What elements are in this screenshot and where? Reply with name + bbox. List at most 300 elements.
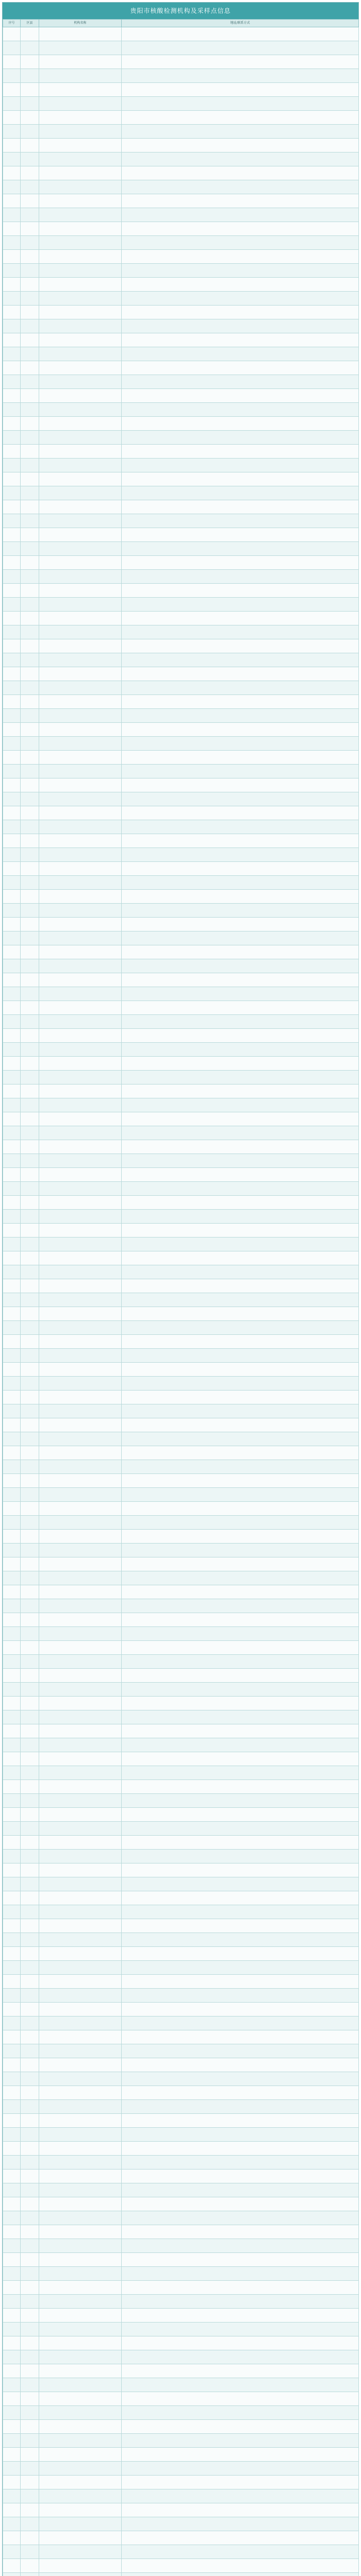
table-cell-idx	[3, 1404, 21, 1418]
table-cell-desc	[122, 2323, 359, 2336]
table-cell-name	[39, 1474, 122, 1488]
table-cell-name	[39, 1794, 122, 1808]
table-cell-idx	[3, 890, 21, 904]
table-cell-desc	[122, 2128, 359, 2142]
table-cell-idx	[3, 1516, 21, 1530]
table-cell-idx	[3, 236, 21, 250]
table-row	[3, 2211, 359, 2225]
table-row	[3, 890, 359, 904]
table-row	[3, 306, 359, 319]
table-cell-desc	[122, 125, 359, 139]
table-cell-idx	[3, 2462, 21, 2476]
table-row	[3, 737, 359, 751]
table-row	[3, 1196, 359, 1210]
table-cell-idx	[3, 2225, 21, 2239]
table-cell-desc	[122, 1154, 359, 1168]
table-cell-name	[39, 2225, 122, 2239]
table-row	[3, 1377, 359, 1391]
table-cell-name	[39, 1947, 122, 1961]
table-row	[3, 1404, 359, 1418]
table-cell-idx	[3, 959, 21, 973]
table-cell-tag	[21, 1488, 39, 1502]
column-header-address: 地址/联系方式	[122, 20, 359, 27]
table-cell-name	[39, 1905, 122, 1919]
table-row	[3, 2336, 359, 2350]
table-cell-idx	[3, 973, 21, 987]
table-row	[3, 1697, 359, 1710]
table-cell-name	[39, 2211, 122, 2225]
table-cell-desc	[122, 1683, 359, 1697]
table-cell-desc	[122, 2211, 359, 2225]
table-cell-desc	[122, 1599, 359, 1613]
table-cell-idx	[3, 1224, 21, 1238]
table-cell-name	[39, 2183, 122, 2197]
table-cell-tag	[21, 1557, 39, 1571]
table-row	[3, 1001, 359, 1015]
table-cell-name	[39, 1238, 122, 1251]
table-cell-idx	[3, 1307, 21, 1321]
table-cell-desc	[122, 500, 359, 514]
table-cell-name	[39, 904, 122, 918]
table-cell-name	[39, 695, 122, 709]
table-row	[3, 2462, 359, 2476]
table-cell-name	[39, 2197, 122, 2211]
table-cell-idx	[3, 2392, 21, 2406]
table-cell-tag	[21, 403, 39, 417]
table-cell-tag	[21, 1877, 39, 1891]
table-row	[3, 2545, 359, 2559]
table-cell-name	[39, 264, 122, 278]
table-row	[3, 1669, 359, 1683]
table-cell-name	[39, 2489, 122, 2503]
table-cell-idx	[3, 1251, 21, 1265]
table-row	[3, 111, 359, 125]
table-cell-desc	[122, 918, 359, 931]
table-row	[3, 166, 359, 180]
table-cell-desc	[122, 820, 359, 834]
table-row	[3, 1891, 359, 1905]
table-cell-name	[39, 2531, 122, 2545]
table-cell-idx	[3, 166, 21, 180]
table-cell-tag	[21, 1961, 39, 1975]
table-cell-desc	[122, 2503, 359, 2517]
table-cell-idx	[3, 486, 21, 500]
table-cell-desc	[122, 1098, 359, 1112]
table-cell-idx	[3, 681, 21, 695]
table-cell-tag	[21, 1460, 39, 1474]
table-cell-idx	[3, 2100, 21, 2114]
table-row	[3, 1112, 359, 1126]
table-cell-tag	[21, 876, 39, 890]
table-cell-desc	[122, 1335, 359, 1349]
table-row	[3, 584, 359, 598]
table-cell-tag	[21, 125, 39, 139]
table-cell-tag	[21, 1738, 39, 1752]
table-cell-desc	[122, 681, 359, 695]
table-cell-name	[39, 375, 122, 389]
table-cell-name	[39, 166, 122, 180]
table-cell-desc	[122, 2030, 359, 2044]
table-cell-name	[39, 55, 122, 69]
table-cell-idx	[3, 1140, 21, 1154]
table-cell-name	[39, 152, 122, 166]
table-cell-idx	[3, 2503, 21, 2517]
table-cell-name	[39, 2239, 122, 2253]
table-row	[3, 751, 359, 765]
table-cell-name	[39, 1613, 122, 1627]
table-cell-name	[39, 69, 122, 83]
table-row	[3, 1585, 359, 1599]
table-cell-idx	[3, 1738, 21, 1752]
table-cell-tag	[21, 2114, 39, 2128]
table-cell-tag	[21, 1321, 39, 1335]
table-cell-desc	[122, 2267, 359, 2281]
table-cell-name	[39, 2253, 122, 2267]
table-cell-idx	[3, 1919, 21, 1933]
table-cell-name	[39, 208, 122, 222]
table-cell-desc	[122, 2295, 359, 2309]
table-cell-idx	[3, 1627, 21, 1641]
table-row	[3, 97, 359, 111]
table-cell-desc	[122, 1474, 359, 1488]
table-row	[3, 667, 359, 681]
table-cell-desc	[122, 1961, 359, 1975]
table-row	[3, 2323, 359, 2336]
table-cell-name	[39, 1683, 122, 1697]
table-cell-idx	[3, 208, 21, 222]
table-row	[3, 792, 359, 806]
table-cell-idx	[3, 806, 21, 820]
table-cell-desc	[122, 1863, 359, 1877]
table-row	[3, 278, 359, 292]
table-cell-tag	[21, 778, 39, 792]
table-cell-desc	[122, 1112, 359, 1126]
table-cell-name	[39, 1710, 122, 1724]
table-cell-idx	[3, 695, 21, 709]
table-row	[3, 2309, 359, 2323]
table-cell-tag	[21, 1975, 39, 1989]
table-cell-desc	[122, 55, 359, 69]
table-row	[3, 1502, 359, 1516]
table-cell-desc	[122, 2156, 359, 2170]
table-row	[3, 2364, 359, 2378]
table-cell-name	[39, 1530, 122, 1544]
table-cell-desc	[122, 639, 359, 653]
table-cell-desc	[122, 1627, 359, 1641]
table-cell-idx	[3, 2350, 21, 2364]
table-cell-tag	[21, 1669, 39, 1683]
table-cell-tag	[21, 2128, 39, 2142]
table-cell-tag	[21, 1933, 39, 1947]
table-row	[3, 1391, 359, 1404]
table-row	[3, 1140, 359, 1154]
table-row	[3, 1224, 359, 1238]
table-cell-tag	[21, 1891, 39, 1905]
table-cell-idx	[3, 1126, 21, 1140]
table-cell-tag	[21, 1697, 39, 1710]
table-cell-idx	[3, 319, 21, 333]
table-cell-idx	[3, 918, 21, 931]
table-cell-idx	[3, 570, 21, 584]
table-cell-tag	[21, 1808, 39, 1822]
table-cell-desc	[122, 2253, 359, 2267]
table-cell-desc	[122, 778, 359, 792]
table-cell-idx	[3, 2016, 21, 2030]
table-row	[3, 459, 359, 472]
table-cell-idx	[3, 2239, 21, 2253]
table-cell-desc	[122, 319, 359, 333]
table-cell-desc	[122, 1015, 359, 1029]
table-row	[3, 55, 359, 69]
table-cell-name	[39, 987, 122, 1001]
table-row	[3, 1822, 359, 1836]
table-cell-tag	[21, 528, 39, 542]
table-cell-name	[39, 1557, 122, 1571]
table-cell-idx	[3, 500, 21, 514]
table-cell-name	[39, 2406, 122, 2420]
table-cell-name	[39, 417, 122, 431]
table-cell-idx	[3, 514, 21, 528]
table-cell-name	[39, 2086, 122, 2100]
table-cell-idx	[3, 778, 21, 792]
table-cell-idx	[3, 83, 21, 97]
table-cell-idx	[3, 264, 21, 278]
table-cell-desc	[122, 1293, 359, 1307]
table-cell-tag	[21, 2545, 39, 2559]
table-cell-idx	[3, 222, 21, 236]
table-cell-name	[39, 1377, 122, 1391]
table-row	[3, 2281, 359, 2295]
data-sheet	[2, 2, 359, 2576]
table-cell-tag	[21, 612, 39, 625]
table-cell-desc	[122, 292, 359, 306]
table-cell-idx	[3, 1850, 21, 1863]
table-cell-tag	[21, 97, 39, 111]
table-cell-desc	[122, 222, 359, 236]
table-cell-desc	[122, 1794, 359, 1808]
table-cell-tag	[21, 514, 39, 528]
table-cell-name	[39, 723, 122, 737]
table-cell-desc	[122, 180, 359, 194]
table-cell-tag	[21, 2573, 39, 2576]
table-cell-desc	[122, 472, 359, 486]
table-row	[3, 2086, 359, 2100]
table-cell-name	[39, 1836, 122, 1850]
table-row	[3, 1126, 359, 1140]
table-row	[3, 2156, 359, 2170]
table-cell-tag	[21, 681, 39, 695]
table-cell-tag	[21, 2462, 39, 2476]
table-cell-idx	[3, 2197, 21, 2211]
table-cell-idx	[3, 876, 21, 890]
table-cell-desc	[122, 834, 359, 848]
table-cell-idx	[3, 2309, 21, 2323]
table-cell-desc	[122, 1933, 359, 1947]
table-cell-tag	[21, 2003, 39, 2016]
table-cell-name	[39, 1697, 122, 1710]
table-row	[3, 2016, 359, 2030]
table-cell-name	[39, 1363, 122, 1377]
table-cell-tag	[21, 1794, 39, 1808]
table-cell-idx	[3, 542, 21, 556]
table-cell-name	[39, 2336, 122, 2350]
table-cell-desc	[122, 723, 359, 737]
table-row	[3, 2142, 359, 2156]
table-cell-tag	[21, 1349, 39, 1363]
table-cell-tag	[21, 1599, 39, 1613]
table-cell-desc	[122, 2003, 359, 2016]
table-cell-idx	[3, 1154, 21, 1168]
table-cell-desc	[122, 1710, 359, 1724]
table-cell-idx	[3, 751, 21, 765]
table-cell-tag	[21, 1154, 39, 1168]
table-cell-idx	[3, 1432, 21, 1446]
table-cell-name	[39, 2170, 122, 2183]
table-cell-tag	[21, 1863, 39, 1877]
table-cell-desc	[122, 1766, 359, 1780]
table-cell-name	[39, 1766, 122, 1780]
table-cell-tag	[21, 1710, 39, 1724]
table-cell-name	[39, 1084, 122, 1098]
table-cell-name	[39, 1627, 122, 1641]
table-cell-name	[39, 2517, 122, 2531]
table-cell-idx	[3, 111, 21, 125]
table-cell-tag	[21, 667, 39, 681]
table-row	[3, 41, 359, 55]
table-cell-name	[39, 1001, 122, 1015]
table-cell-desc	[122, 1989, 359, 2003]
table-cell-idx	[3, 1891, 21, 1905]
column-header-name: 机构名称	[39, 20, 122, 27]
table-cell-name	[39, 83, 122, 97]
table-cell-idx	[3, 848, 21, 862]
table-cell-idx	[3, 152, 21, 166]
table-cell-desc	[122, 1404, 359, 1418]
header-row	[3, 20, 359, 27]
table-cell-tag	[21, 556, 39, 570]
table-cell-name	[39, 2114, 122, 2128]
table-cell-desc	[122, 2559, 359, 2573]
table-cell-name	[39, 1210, 122, 1224]
table-cell-desc	[122, 278, 359, 292]
table-cell-tag	[21, 1238, 39, 1251]
table-cell-idx	[3, 347, 21, 361]
table-cell-desc	[122, 2350, 359, 2364]
table-cell-name	[39, 431, 122, 445]
table-cell-name	[39, 1822, 122, 1836]
table-cell-desc	[122, 904, 359, 918]
table-row	[3, 2128, 359, 2142]
table-cell-desc	[122, 1224, 359, 1238]
table-cell-idx	[3, 709, 21, 723]
table-cell-name	[39, 625, 122, 639]
table-cell-desc	[122, 987, 359, 1001]
table-cell-tag	[21, 834, 39, 848]
table-cell-tag	[21, 1836, 39, 1850]
table-cell-name	[39, 1488, 122, 1502]
table-cell-idx	[3, 250, 21, 264]
table-cell-tag	[21, 1516, 39, 1530]
table-cell-tag	[21, 2323, 39, 2336]
table-cell-desc	[122, 862, 359, 876]
table-cell-idx	[3, 1084, 21, 1098]
table-cell-idx	[3, 97, 21, 111]
table-cell-name	[39, 1850, 122, 1863]
table-cell-tag	[21, 1071, 39, 1084]
table-cell-name	[39, 1571, 122, 1585]
table-cell-name	[39, 1279, 122, 1293]
table-row	[3, 2434, 359, 2448]
table-cell-idx	[3, 2448, 21, 2462]
table-row	[3, 1307, 359, 1321]
table-row	[3, 180, 359, 194]
table-cell-name	[39, 973, 122, 987]
table-cell-tag	[21, 931, 39, 945]
table-cell-tag	[21, 389, 39, 403]
table-cell-tag	[21, 1724, 39, 1738]
table-cell-tag	[21, 1446, 39, 1460]
table-cell-name	[39, 2364, 122, 2378]
table-cell-tag	[21, 2364, 39, 2378]
table-cell-name	[39, 2448, 122, 2462]
table-row	[3, 1418, 359, 1432]
table-cell-tag	[21, 2016, 39, 2030]
table-row	[3, 1571, 359, 1585]
table-cell-desc	[122, 1571, 359, 1585]
table-cell-desc	[122, 1460, 359, 1474]
table-cell-tag	[21, 2030, 39, 2044]
table-row	[3, 417, 359, 431]
table-cell-idx	[3, 1112, 21, 1126]
table-cell-idx	[3, 2378, 21, 2392]
table-cell-idx	[3, 403, 21, 417]
table-row	[3, 1599, 359, 1613]
table-cell-name	[39, 1752, 122, 1766]
table-cell-tag	[21, 1363, 39, 1377]
table-cell-desc	[122, 264, 359, 278]
table-cell-idx	[3, 1655, 21, 1669]
table-cell-desc	[122, 1613, 359, 1627]
table-cell-idx	[3, 1446, 21, 1460]
table-row	[3, 2350, 359, 2364]
table-cell-idx	[3, 556, 21, 570]
table-cell-idx	[3, 1905, 21, 1919]
table-row	[3, 639, 359, 653]
table-cell-desc	[122, 1655, 359, 1669]
table-cell-desc	[122, 1029, 359, 1043]
table-row	[3, 250, 359, 264]
table-cell-idx	[3, 1391, 21, 1404]
table-cell-tag	[21, 1168, 39, 1182]
table-row	[3, 2531, 359, 2545]
table-row	[3, 862, 359, 876]
table-cell-idx	[3, 1613, 21, 1627]
table-cell-desc	[122, 1043, 359, 1057]
table-row	[3, 1710, 359, 1724]
table-cell-idx	[3, 333, 21, 347]
table-cell-tag	[21, 431, 39, 445]
table-cell-desc	[122, 598, 359, 612]
table-cell-desc	[122, 208, 359, 222]
data-table	[3, 19, 359, 2576]
table-cell-name	[39, 403, 122, 417]
sheet-title: 贵阳市核酸检测机构及采样点信息	[3, 3, 358, 19]
table-cell-desc	[122, 1877, 359, 1891]
table-cell-idx	[3, 417, 21, 431]
table-cell-tag	[21, 111, 39, 125]
table-cell-name	[39, 1724, 122, 1738]
table-cell-name	[39, 1418, 122, 1432]
